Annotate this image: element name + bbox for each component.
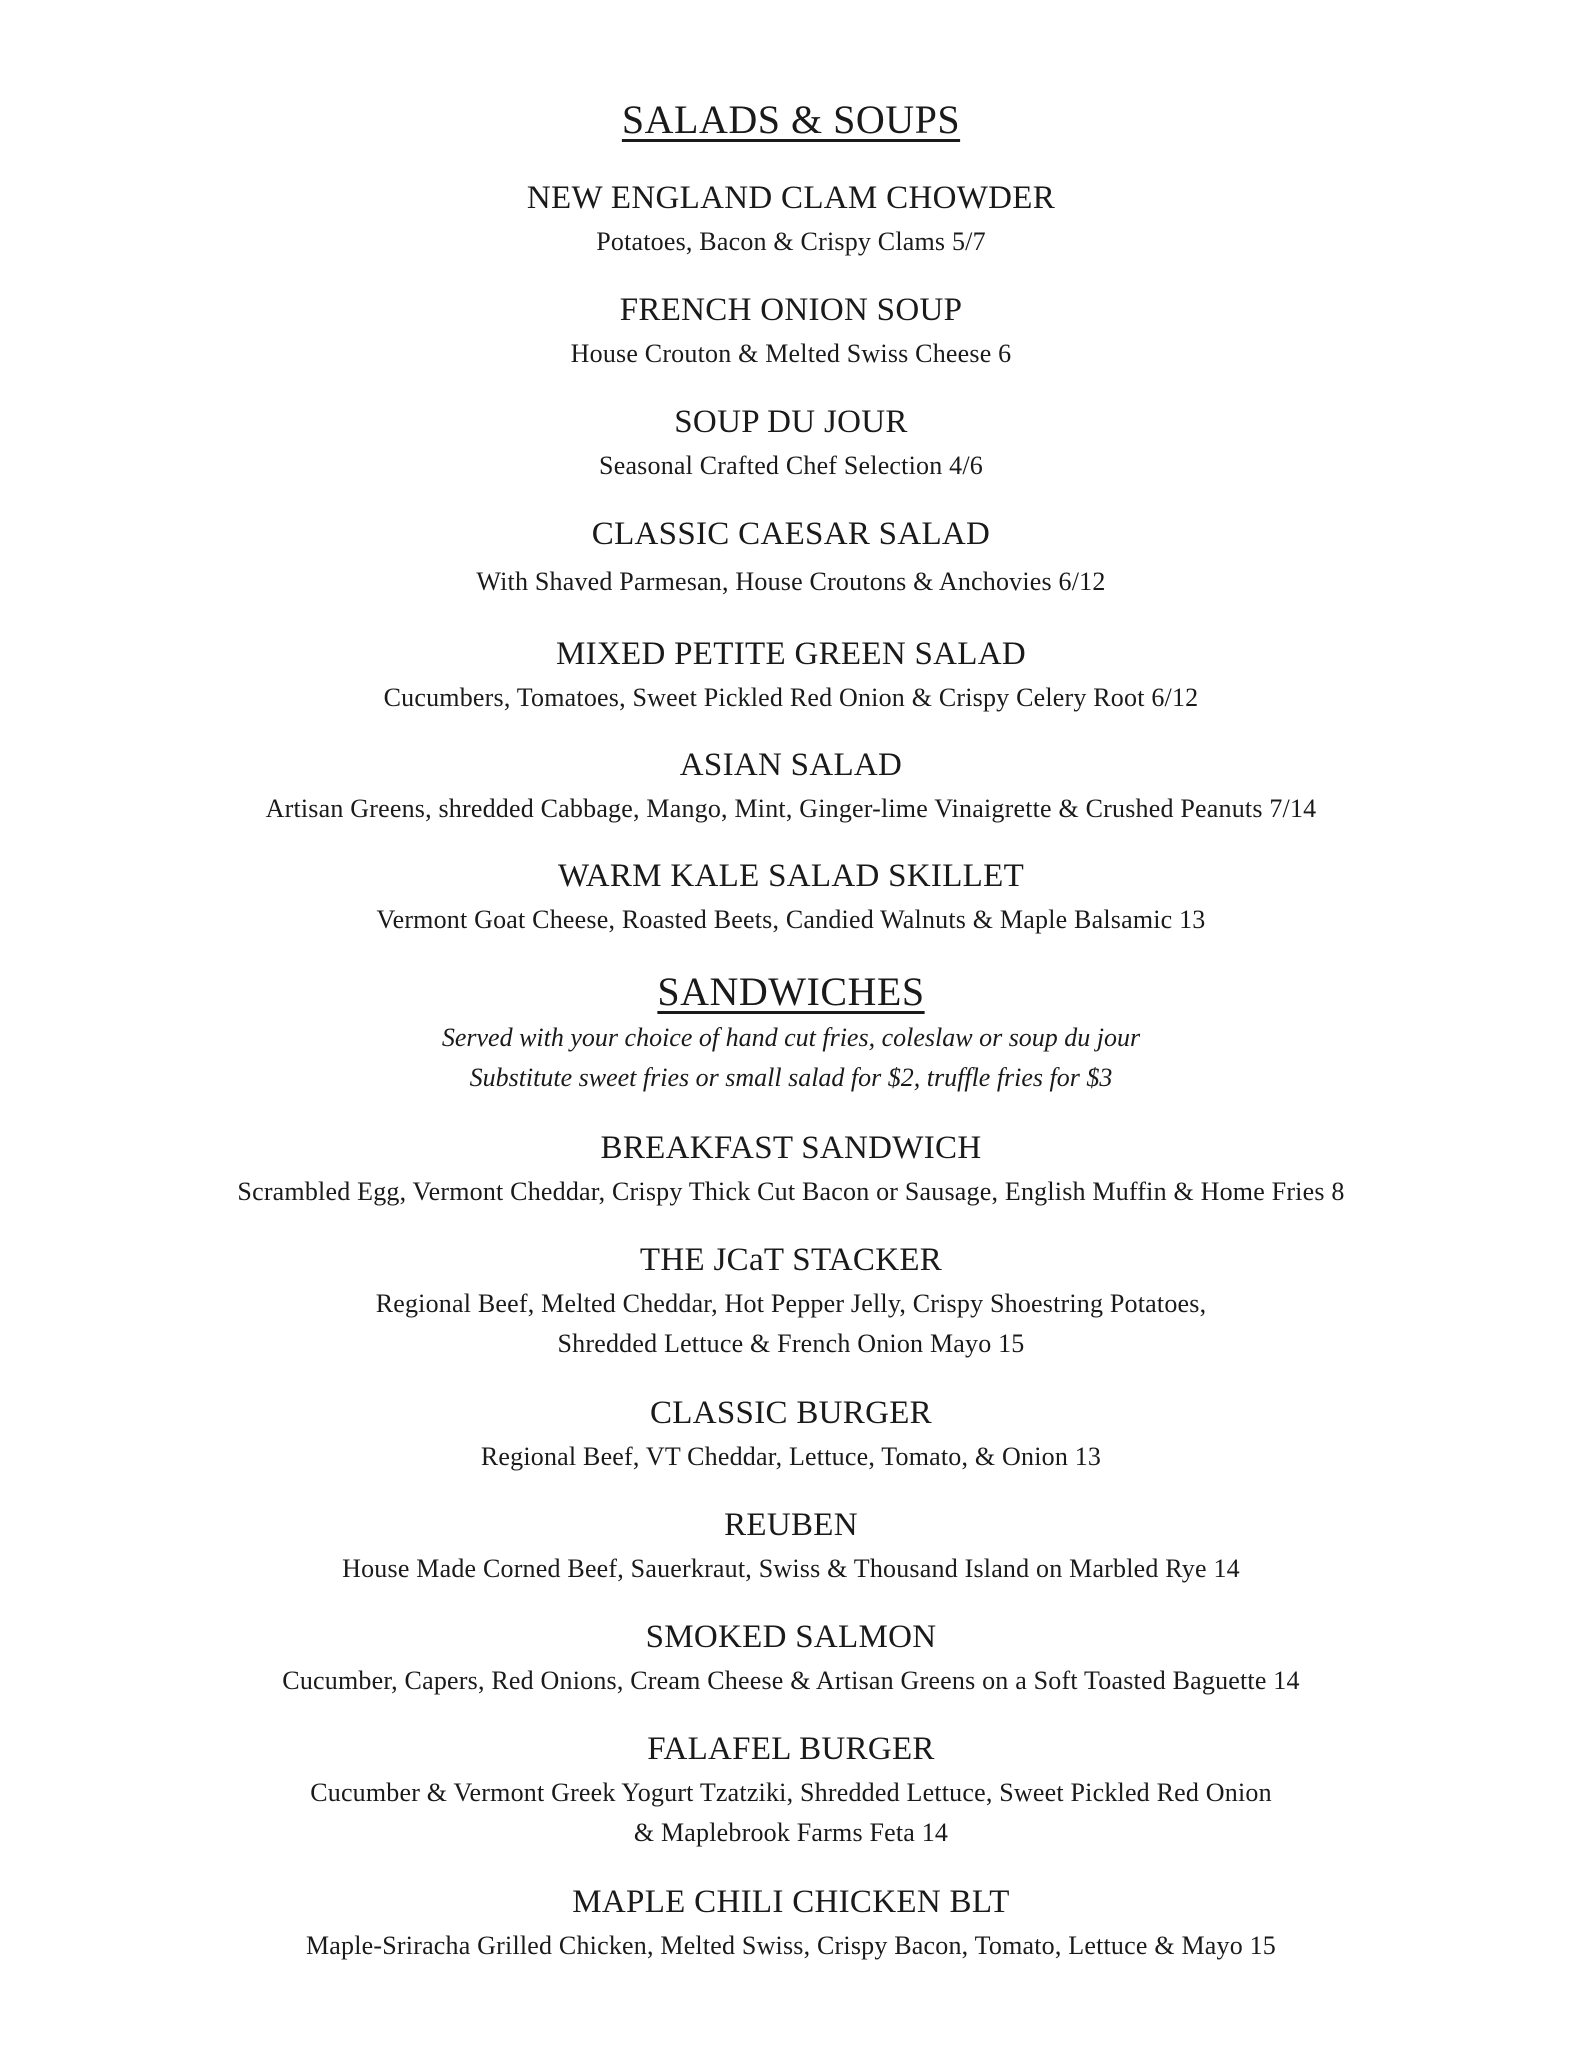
menu-item-name: FRENCH ONION SOUP	[619, 292, 963, 328]
menu-item-description: Maple-Sriracha Grilled Chicken, Melted Swiss, Crispy Bacon, Tomato, Lettuce & Mayo 15	[305, 1931, 1276, 1960]
menu-item-name: REUBEN	[724, 1507, 858, 1543]
menu-item-description: Cucumbers, Tomatoes, Sweet Pickled Red Onion & Crispy Celery Root 6/12	[383, 683, 1199, 712]
menu-item-description: Vermont Goat Cheese, Roasted Beets, Candied Walnuts & Maple Balsamic 13	[376, 905, 1206, 934]
substitution-note: Substitute sweet fries or small salad for $2, truffle fries for $3	[469, 1063, 1113, 1092]
menu-item-description: Potatoes, Bacon & Crispy Clams 5/7	[596, 227, 986, 256]
menu-item-name: MIXED PETITE GREEN SALAD	[555, 636, 1027, 672]
menu-item-name: CLASSIC CAESAR SALAD	[591, 516, 991, 552]
menu-item-description: With Shaved Parmesan, House Croutons & Anchovies 6/12	[476, 567, 1106, 596]
menu-item-name: THE JCaT STACKER	[639, 1242, 943, 1278]
section-title-sandwiches: SANDWICHES	[657, 969, 925, 1014]
sides-note: Served with your choice of hand cut fries, coleslaw or soup du jour	[441, 1023, 1141, 1052]
menu-item-name: BREAKFAST SANDWICH	[600, 1130, 982, 1166]
menu-item-description: Cucumber & Vermont Greek Yogurt Tzatziki, Shredded Lettuce, Sweet Pickled Red Onion	[310, 1778, 1272, 1807]
menu-item-name: SOUP DU JOUR	[674, 404, 908, 440]
menu-item-description: Artisan Greens, shredded Cabbage, Mango, Mint, Ginger-lime Vinaigrette & Crushed Peanuts 7/14	[265, 794, 1317, 823]
menu-item-name: FALAFEL BURGER	[647, 1731, 935, 1767]
menu-item-description: Cucumber, Capers, Red Onions, Cream Cheese & Artisan Greens on a Soft Toasted Baguette 14	[282, 1666, 1300, 1695]
menu-item-name: SMOKED SALMON	[645, 1619, 937, 1655]
menu-item-description: Seasonal Crafted Chef Selection 4/6	[599, 451, 983, 480]
menu-item-name: WARM KALE SALAD SKILLET	[557, 858, 1025, 894]
menu-item-description: Scrambled Egg, Vermont Cheddar, Crispy Thick Cut Bacon or Sausage, English Muffin & Home Fries 8	[237, 1177, 1345, 1206]
menu-item-description-continued: Shredded Lettuce & French Onion Mayo 15	[557, 1329, 1025, 1358]
menu-item-description: House Crouton & Melted Swiss Cheese 6	[570, 339, 1012, 368]
menu-item-description-continued: & Maplebrook Farms Feta 14	[633, 1818, 949, 1847]
section-title-salads-soups: SALADS & SOUPS	[621, 97, 961, 142]
menu-item-description: Regional Beef, Melted Cheddar, Hot Pepper Jelly, Crispy Shoestring Potatoes,	[375, 1289, 1207, 1318]
menu-item-name: ASIAN SALAD	[679, 747, 903, 783]
menu-item-name: MAPLE CHILI CHICKEN BLT	[572, 1884, 1010, 1920]
menu-item-name: NEW ENGLAND CLAM CHOWDER	[526, 180, 1056, 216]
menu-item-description: House Made Corned Beef, Sauerkraut, Swiss & Thousand Island on Marbled Rye 14	[342, 1554, 1240, 1583]
menu-item-name: CLASSIC BURGER	[649, 1395, 932, 1431]
menu-item-description: Regional Beef, VT Cheddar, Lettuce, Tomato, & Onion 13	[480, 1442, 1102, 1471]
